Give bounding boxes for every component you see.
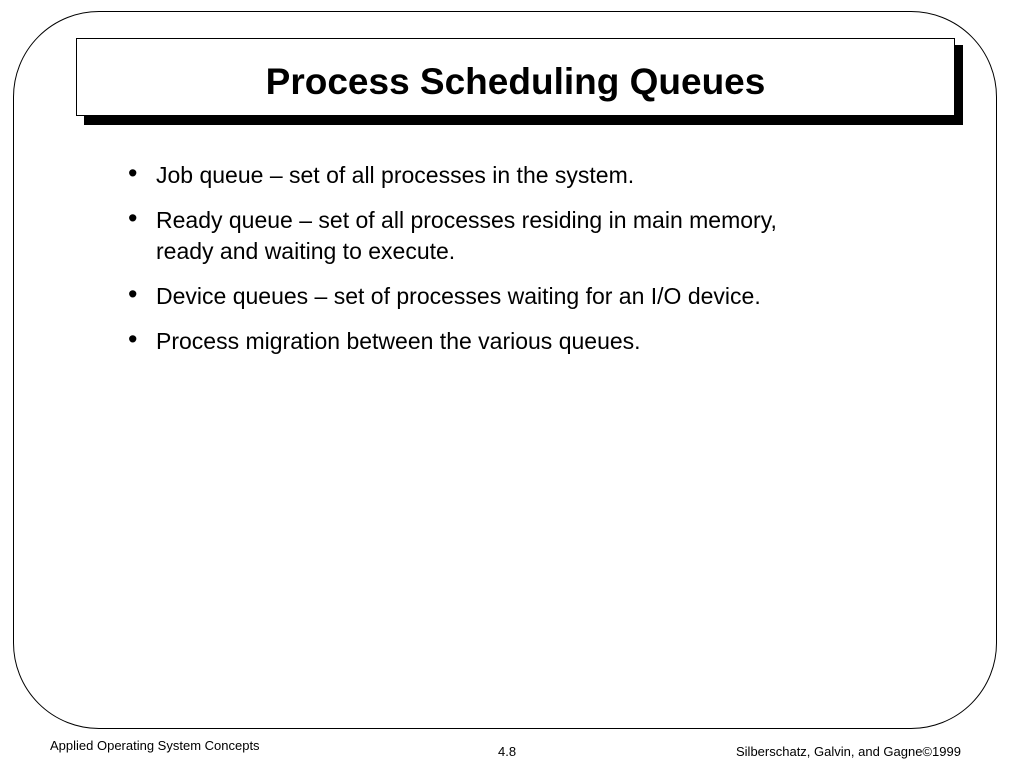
footer-course-title: Applied Operating System Concepts [50,738,260,753]
slide-title: Process Scheduling Queues [265,61,766,102]
bullet-item-process-migration [128,326,888,357]
bullet-text: Process migration between the various queues. [156,328,641,354]
footer-page-number: 4.8 [498,744,517,759]
bullet-text-line-2: ready and waiting to execute. [156,238,456,264]
footer-authors: Silberschatz, Galvin, and Gagne©1999 [736,744,961,759]
bullet-item-device-queues [128,281,888,312]
bullet-text: Device queues – set of processes waiting for an I/O device. [156,283,761,309]
bullet-text: Job queue – set of all processes in the system. [156,162,635,188]
bullet-item-ready-queue [128,205,888,267]
bullet-icon: • [128,203,138,233]
bullet-item-job-queue [128,160,888,191]
bullet-icon: • [128,324,138,354]
bullet-icon: • [128,158,138,188]
bullet-text-line-1: Ready queue – set of all processes residing in main memory, [156,207,777,233]
bullet-icon: • [128,279,138,309]
bullet-list [128,160,888,371]
title-box [76,38,955,116]
